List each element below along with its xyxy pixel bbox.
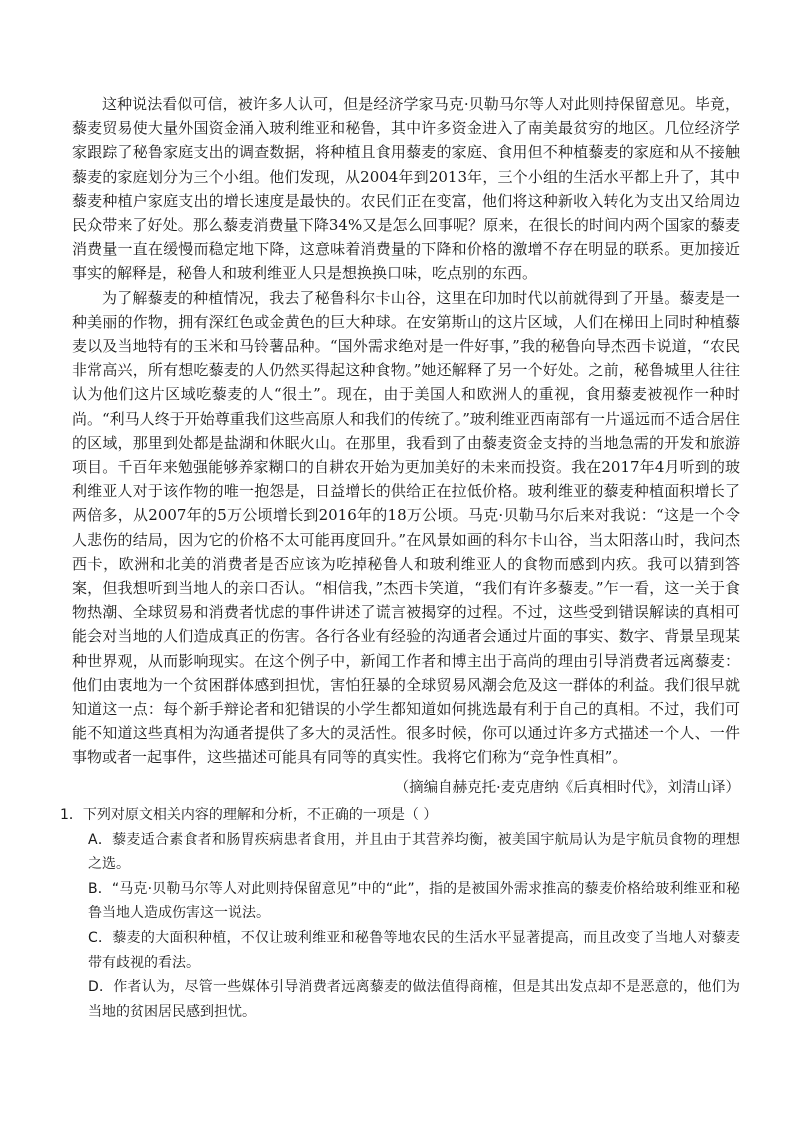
option-d: D．作者认为，尽管一些媒体引导消费者远离藜麦的做法值得商榷，但是其出发点却不是恶意的，他们为当地的贫困居民感到担忧。	[88, 979, 740, 1020]
option-c: C．藜麦的大面积种植，不仅让玻利维亚和秘鲁等地农民的生活水平显著提高，而且改变了当地人对藜麦带有歧视的看法。	[88, 929, 740, 971]
question-stem: 1．下列对原文相关内容的理解和分析，不正确的一项是（ ）	[60, 807, 438, 823]
passage-paragraph-2: 为了解藜麦的种植情况，我去了秘鲁科尔卡山谷，这里在印加时代以前就得到了开垦。藜麦是一种美丽的作物，拥有深红色或金黄色的巨大种球。在安第斯山的这片区域，人们在梯田上同时种植藜麦以及当地特有的玉米和马铃薯品种。“国外需求绝对是一件好事，”我的秘鲁向导杰西卡说道，“农民非常高兴，所有想吃藜麦的人仍然买得起这种食物。”她还解释了另一个好处。之前，秘鲁城里人往往认为他们这片区域吃藜麦的人“很土”。现在，由于美国人和欧洲人的重视，食用藜麦被视作一种时尚。“利马人终于开始尊重我们这些高原人和我们的传统了。”玻利维亚西南部有一片遥远而不适合居住的区域，那里到处都是盐湖和休眠火山。在那里，我看到了由藜麦资金支持的当地急需的开发和旅游项目。千百年来勉强能够养家糊口的自耕农开始为更加美好的未来而投资。我在2017年4月听到的玻利维亚人对于该作物的唯一抱怨是，日益增长的供给正在拉低价格。玻利维亚的藜麦种植面积增长了两倍多，从2007年的5万公顷增长到2016年的18万公顷。马克·贝勒马尔后来对我说：“这是一个令人悲伤的结局，因为它的价格不太可能再度回升。”在风景如画的科尔卡山谷，当太阳落山时，我问杰西卡，欧洲和北美的消费者是否应该为吃掉秘鲁人和玻利维亚人的食物而感到内疚。我可以猜到答案，但我想听到当地人的亲口否认。“相信我，”杰西卡笑道，“我们有许多藜麦。”乍一看，这一关于食物热潮、全球贸易和消费者忧虑的事件讲述了谎言被揭穿的过程。不过，这些受到错误解读的真相可能会对当地的人们造成真正的伤害。各行各业有经验的沟通者会通过片面的事实、数字、背景呈现某种世界观，从而影响现实。在这个例子中，新闻工作者和博主出于高尚的理由引导消费者远离藜麦：他们由衷地为一个贫困群体感到担忧，害怕狂暴的全球贸易风潮会危及这一群体的利益。我们很早就知道这一点：每个新手辩论者和犯错误的小学生都知道如何挑选最有利于自己的真相。不过，我们可能不知道这些真相为沟通者提供了多大的灵活性。很多时候，你可以通过许多方式描述一个人、一件事物或者一起事件，这些描述可能具有同等的真实性。我将它们称为“竞争性真相”。	[72, 288, 740, 767]
passage-paragraph-1: 这种说法看似可信，被许多人认可，但是经济学家马克·贝勒马尔等人对此则持保留意见。毕竟，藜麦贸易使大量外国资金涌入玻利维亚和秘鲁，其中许多资金进入了南美最贫穷的地区。几位经济学家跟踪了秘鲁家庭支出的调查数据，将种植且食用藜麦的家庭、食用但不种植藜麦的家庭和从不接触藜麦的家庭划分为三个小组。他们发现，从2004年到2013年，三个小组的生活水平都上升了，其中藜麦种植户家庭支出的增长速度是最快的。农民们正在变富，他们将这种新收入转化为支出又给周边民众带来了好处。那么藜麦消费量下降34%又是怎么回事呢？原来，在很长的时间内两个国家的藜麦消费量一直在缓慢而稳定地下降，这意味着消费量的下降和价格的激增不存在明显的联系。更加接近事实的解释是，秘鲁人和玻利维亚人只是想换换口味，吃点别的东西。	[72, 95, 740, 283]
question-1	[60, 803, 740, 1024]
reading-passage	[72, 92, 740, 770]
option-b: B．“马克·贝勒马尔等人对此则持保留意见”中的“此”，指的是被国外需求推高的藜麦价格给玻利维亚和秘鲁当地人造成伤害这一说法。	[88, 880, 740, 922]
option-a: A．藜麦适合素食者和肠胃疾病患者食用，并且由于其营养均衡，被美国宇航局认为是宇航员食物的理想之选。	[88, 831, 740, 873]
source-citation: （摘编自赫克托·麦克唐纳《后真相时代》，刘清山译）	[394, 780, 740, 796]
